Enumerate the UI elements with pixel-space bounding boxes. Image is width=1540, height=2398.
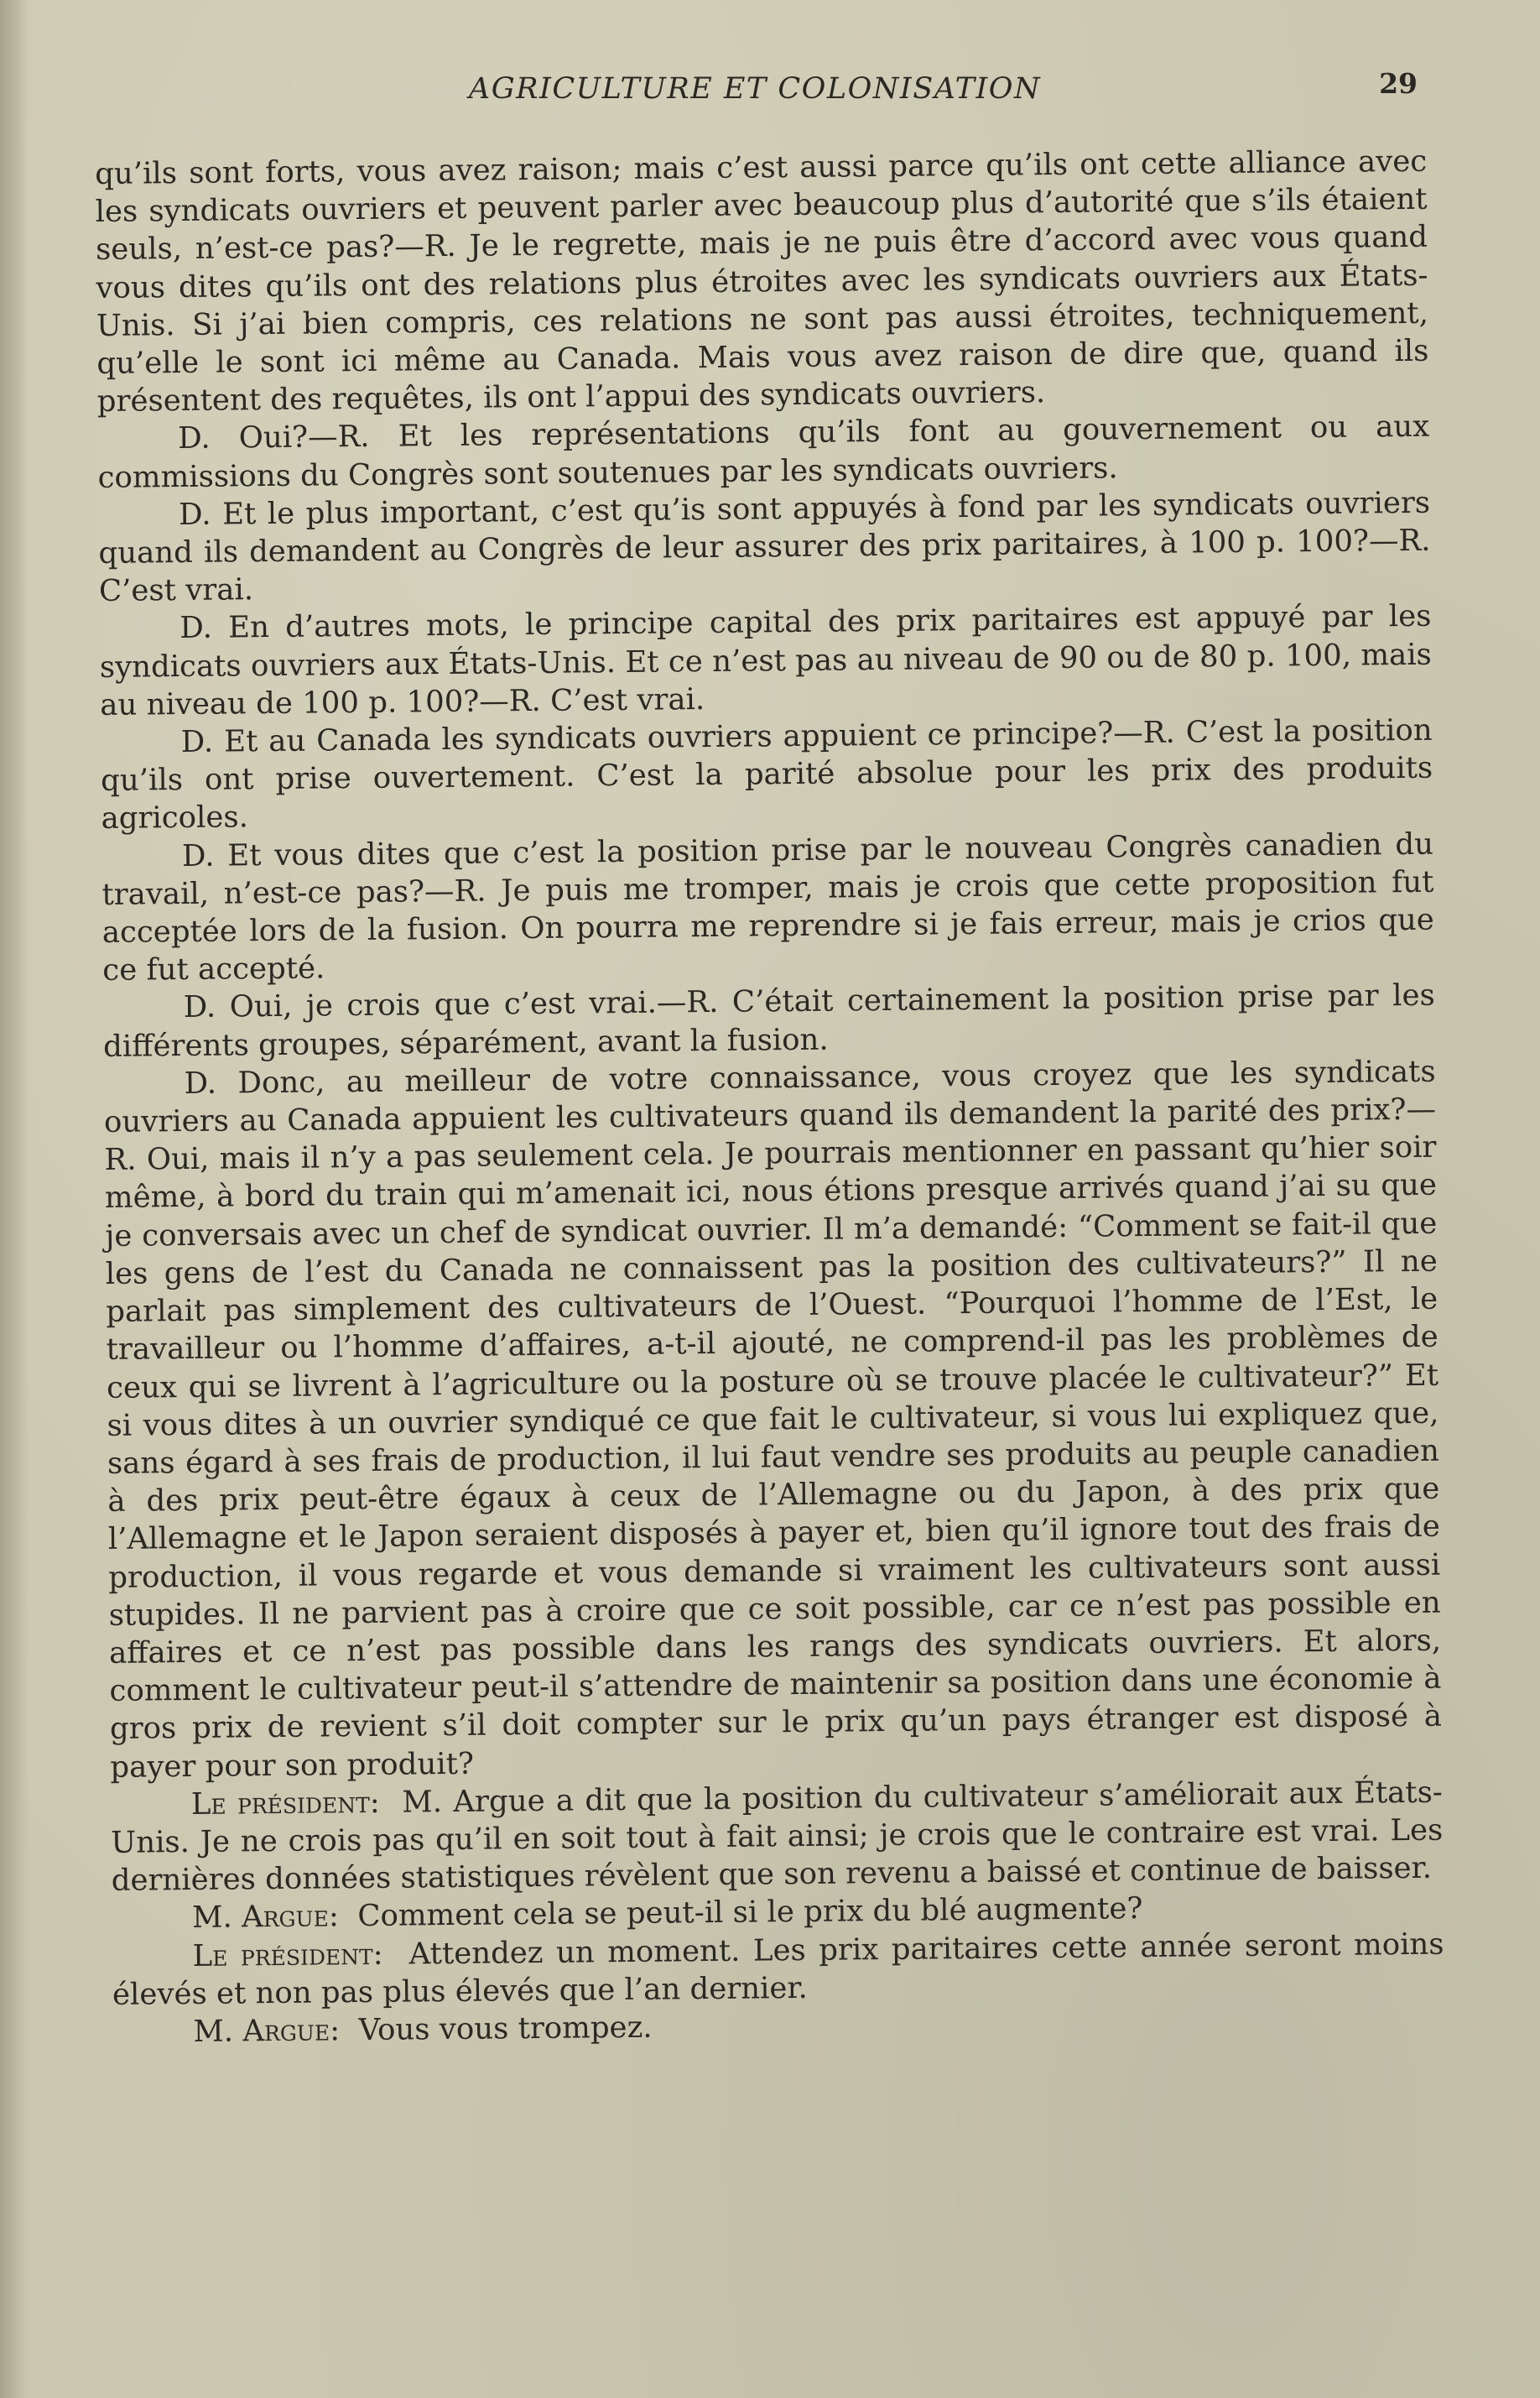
speaker-paragraph bbox=[112, 1925, 1444, 2014]
body-text bbox=[95, 143, 1445, 2051]
page-header bbox=[92, 67, 1418, 114]
speaker-label: M. Argue: bbox=[191, 1899, 340, 1936]
paragraph-text: Attendez un moment. Les prix paritaires cette année seront moins élevés et non pas plus élevés que l’an dernier. bbox=[112, 1926, 1444, 2012]
paragraph-text: D. Et au Canada les syndicats ouvriers appuient ce principe?—R. C’est la position qu’ils ont prise ouvertement. C’est la parité absolue pour les prix des produits agricoles. bbox=[100, 712, 1433, 837]
paragraph-text: D. Oui, je crois que c’est vrai.—R. C’était certainement la position prise par les différents groupes, séparément, avant la fusion. bbox=[102, 978, 1435, 1064]
speaker-paragraph bbox=[111, 1773, 1444, 1900]
paragraph bbox=[99, 597, 1432, 724]
paragraph bbox=[103, 977, 1436, 1066]
paragraph-text: D. Oui?—R. Et les représentations qu’ils font au gouvernement ou aux commissions du Congrès sont soutenues par les syndicats ouvriers. bbox=[97, 409, 1430, 495]
paragraph bbox=[95, 143, 1429, 421]
paragraph bbox=[97, 408, 1430, 497]
speaker-label: Le président: bbox=[190, 1785, 380, 1822]
paragraph-text: qu’ils sont forts, vous avez raison; mais c’est aussi parce qu’ils ont cette alliance avec les syndicats ouvriers et peuvent parler avec beaucoup plus d’autorité que s’ils étaient seuls, n’est-ce pas?—R. Je le regrette, mais je ne puis être d’accord avec vous quand vous dites qu’ils ont des relations plus étroites avec les syndicats ouvriers aux États-Unis. Si j’ai bien compris, ces relations ne sont pas aussi étroites, techniquement, qu’elle le sont ici même au Canada. Mais vous avez raison de dire que, quand ils présentent des requêtes, ils ont l’appui des syndicats ouvriers. bbox=[95, 143, 1429, 420]
paragraph bbox=[103, 1053, 1442, 1786]
paragraph-text: D. En d’autres mots, le principe capital des prix paritaires est appuyé par les syndicats ouvriers aux États-Unis. Et ce n’est pas au niveau de 90 ou de 80 p. 100, mais au niveau de 100 p. 100?—R. C’est vrai. bbox=[99, 599, 1432, 722]
running-title: AGRICULTURE ET COLONISATION bbox=[468, 72, 1042, 106]
paragraph-text: D. Et le plus important, c’est qu’is sont appuyés à fond par les syndicats ouvriers quand ils demandent au Congrès de leur assurer des prix paritaires, à 100 p. 100?—R. C’est vrai. bbox=[98, 485, 1431, 609]
paragraph bbox=[101, 712, 1433, 838]
paragraph-text: Vous vous trompez. bbox=[358, 2010, 653, 2048]
paragraph-text: M. Argue a dit que la position du cultivateur s’améliorait aux États-Unis. Je ne crois pas qu’il en soit tout à fait ainsi; je crois que le contraire est vrai. Les dernières données statistiques révèlent que son revenu a baissé et continue de baisser. bbox=[111, 1775, 1444, 1899]
page-left-edge-shadow bbox=[0, 0, 29, 2398]
paragraph-text: D. Et vous dites que c’est la position prise par le nouveau Congrès canadien du travail, n’est-ce pas?—R. Je puis me tromper, mais je crois que cette proposition fut acceptée lors de la fusion. On pourra me reprendre si je fais erreur, mais je crios que ce fut accepté. bbox=[101, 826, 1435, 988]
paragraph bbox=[101, 825, 1435, 989]
page-number: 29 bbox=[1379, 67, 1418, 100]
speaker-label: M. Argue: bbox=[193, 2013, 341, 2049]
paragraph bbox=[98, 484, 1431, 611]
speaker-label: Le président: bbox=[192, 1937, 383, 1973]
paragraph-text: D. Donc, au meilleur de votre connaissance, vous croyez que les syndicats ouvriers au Canada appuient les cultivateurs quand ils demandent la parité des prix?—R. Oui, mais il n’y a pas seulement cela. Je pourrais mentionner en passant qu’hier soir même, à bord du train qui m’amenait ici, nous étions presque arrivés quand j’ai su que je conversais avec un chef de syndicat ouvrier. Il m’a demandé: “Comment se fait-il que les gens de l’est du Canada ne connaissent pas la position des cultivateurs?” Il ne parlait pas simplement des cultivateurs de l’Ouest. “Pourquoi l’homme de l’Est, le travailleur ou l’homme d’affaires, a-t-il ajouté, ne comprend-il pas les problèmes de ceux qui se livrent à l’agriculture ou la posture où se trouve placée le cultivateur?” Et si vous dites à un ouvrier syndiqué ce que fait le cultivateur, si vous lui expliquez que, sans égard à ses frais de production, il lui faut vendre ses produits au peuple canadien à des prix peut-être égaux à ceux de l’Allemagne ou du Japon, à des prix que l’Allemagne et le Japon seraient disposés à payer et, bien qu’il ignore tout des frais de production, il vous regarde et vous demande si vraiment les cultivateurs sont aussi stupides. Il ne parvient pas à croire que ce soit possible, car ce n’est pas possible en affaires et ce n’est pas possible dans les rangs des syndicats ouvriers. Et alors, comment le cultivateur peut-il s’attendre de maintenir sa position dans une économie à gros prix de revient s’il doit compter sur le prix qu’un pays étranger est disposé à payer pour son produit? bbox=[103, 1054, 1443, 1785]
paragraph-text: Comment cela se peut-il si le prix du blé augmente? bbox=[357, 1891, 1143, 1934]
